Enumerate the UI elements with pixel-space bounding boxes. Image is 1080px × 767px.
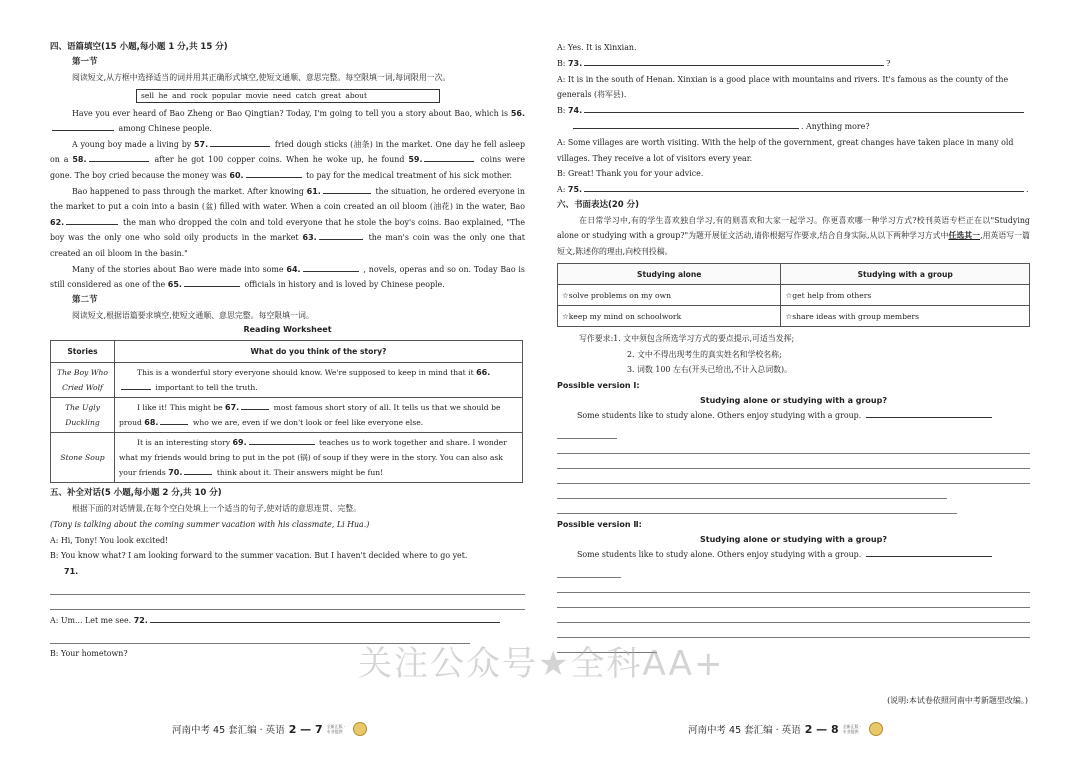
answer-blank-74[interactable] [584,103,1024,113]
footer-title: 河南中考 45 套汇编 · 英语 [688,725,801,736]
answer-blank-72[interactable] [150,613,500,623]
dialogue-line: A: Yes. It is Xinxian. [557,43,637,52]
story-comment: It is an interesting story 69. teaches us to work together and share. I wonder what my friends would bring to put in the pot (锅) of soup if they were in the story. You can also ask your friends 70. think about it. Their answers might be fun! [115,433,523,483]
essay-start-line: Some students like to study alone. Others enjoy studying with a group. [557,408,1030,424]
dialogue-line: . Anything more? [557,119,1030,135]
dialogue-line: A: 75. . [557,182,1030,198]
answer-blank-64[interactable] [303,262,359,272]
option-point: ☆keep my mind on schoolwork [558,306,781,327]
footer-small-text: 全新正版 · 专业提供 [842,724,862,734]
dialogue-line: A: Um... Let me see. 72. [50,613,525,629]
essay-start-line: Some students like to study alone. Others enjoy studying with a group. [557,547,1030,563]
blank-number: 56. [510,108,525,118]
writing-line[interactable] [557,424,617,439]
answer-line-71b[interactable] [50,595,525,610]
answer-blank-65[interactable] [184,277,240,287]
passage-paragraph-1: Have you ever heard of Bao Zheng or Bao Qingtian? Today, I'm going to tell you a story about Bao, which is 56. among Chinese people. [50,106,525,137]
possible-version-1-label: Possible version Ⅰ: [557,380,640,390]
part-2-title: 第二节 [72,294,98,305]
dialogue-line: A: Hi, Tony! You look excited! [50,535,169,545]
section-5-instructions: 根据下面的对话情景,在每个空白处填上一个适当的句子,使对话的意思连贯、完整。 [72,504,362,514]
story-name: The Ugly Duckling [51,398,115,433]
part-1-title: 第一节 [72,57,98,67]
answer-blank-73[interactable] [584,56,884,66]
dialogue-context: (Tony is talking about the coming summer vacation with his classmate, Li Hua.) [50,519,370,529]
dialogue-line: B: 74. [557,103,1030,119]
section-6-prompt: 在日常学习中,有的学生喜欢独自学习,有的则喜欢和大家一起学习。你更喜欢哪一种学习方式?校刊英语专栏正在以"Studying alone or studying with a group?"为题开展征文活动,请你根据写作要求,结合自身实际,从以下两种学习方式中任选其一,用英语写一篇短文,陈述你的理由,向校刊投稿。 [557,215,1030,256]
writing-line[interactable] [557,578,1030,593]
watermark-text: 关注公众号★全科AA+ [358,644,725,684]
table-row [558,306,1030,327]
story-name: The Boy Who Cried Wolf [51,363,115,398]
dialogue-line: A: Some villages are worth visiting. With the help of the government, great changes have taken place in many old villages. They receive a lot of visitors every year. [557,137,1014,163]
answer-blank-67[interactable] [241,400,269,410]
story-name: Stone Soup [51,433,115,483]
option-point: ☆get help from others [781,285,1030,306]
passage-paragraph-2: A young boy made a living by 57. fried dough sticks (油条) in the market. One day he fell asleep on a 58. after he got 100 copper coins. When he woke up, he found 59. coins were gone. The boy cried because the money was 60. to pay for the medical treatment of his sick mother. [50,137,525,184]
answer-blank-75[interactable] [584,182,1024,192]
part-1-instructions: 阅读短文,从方框中选择适当的词并用其正确形式填空,使短文通顺、意思完整。每空限填一词,每词限用一次。 [72,73,451,82]
answer-blank-57[interactable] [210,137,270,147]
writing-requirement: 写作要求:1. 文中须包含所选学习方式的要点提示,可适当发挥; [579,334,795,344]
essay-blank[interactable] [866,408,992,418]
writing-line[interactable] [557,499,957,514]
answer-line-71[interactable] [50,580,525,595]
answer-blank-70[interactable] [184,465,212,475]
learning-options-table [557,263,1030,327]
table-row [51,398,523,433]
page-number: 2 — 7 [288,722,323,736]
word-box: sell he and rock popular movie need catch great about [136,89,440,103]
essay-title: Studying alone or studying with a group? [700,395,887,405]
answer-blank-59[interactable] [424,152,474,162]
answer-blank-62[interactable] [66,215,118,225]
writing-line[interactable] [557,484,947,499]
right-column [557,40,1030,653]
dialogue-line: A: It is in the south of Henan. Xinxian is a good place with mountains and rivers. It's famous as the county of the generals (将军县). [557,74,1009,100]
answer-blank-58[interactable] [89,152,149,162]
answer-blank-61[interactable] [323,184,371,194]
left-column [50,40,525,661]
table-row [558,285,1030,306]
answer-blank-56[interactable] [52,121,114,131]
answer-blank-74b[interactable] [573,119,799,129]
passage-paragraph-3: Bao happened to pass through the market. After knowing 61. the situation, he ordered everyone in the market to put a coin into a basin (盆) filled with water. When a coin created an oil bloom (油花) in the water, Bao 62. the man who dropped the coin and told everyone that he stole the boy's coins. Bao explained, "The boy was the only one who sold oily products in the market 63. the man's coin was the only one that created an oil bloom in the basin." [50,184,525,262]
section-4-title: 四、语篇填空(15 小题,每小题 1 分,共 15 分) [50,42,228,52]
option-point: ☆solve problems on my own [558,285,781,306]
footer-small-text: 全新正版 · 专业提供 [326,724,346,734]
page-number: 2 — 8 [804,722,839,736]
dialogue-line: B: 73. ? [557,56,1030,72]
option-point: ☆share ideas with group members [781,306,1030,327]
worksheet-header-stories: Stories [51,341,115,363]
publisher-logo-icon [869,722,883,736]
answer-blank-60[interactable] [246,168,302,178]
table-row [51,363,523,398]
essay-blank[interactable] [866,547,992,557]
story-comment: This is a wonderful story everyone should know. We're supposed to keep in mind that it 66. important to tell the truth. [115,363,523,398]
dialogue-line: B: Great! Thank you for your advice. [557,169,704,179]
answer-blank-69[interactable] [249,435,315,445]
writing-line[interactable] [557,563,621,578]
adaptation-note: (说明:本试卷依照河南中考新题型改编。) [887,696,1028,705]
answer-blank-68[interactable] [160,415,188,425]
right-footer [688,722,883,736]
passage-paragraph-4: Many of the stories about Bao were made into some 64. , novels, operas and so on. Today Bao is still considered as one of the 65. officials in history and is loved by Chinese people. [50,262,525,293]
part-2-instructions: 阅读短文,根据语篇要求填空,使短文通顺、意思完整。每空限填一词。 [72,310,314,320]
blank-label-71: 71. [64,567,79,577]
dialogue-line: B: Your hometown? [50,648,128,658]
section-6-title: 六、书面表达(20 分) [557,199,640,210]
writing-line[interactable] [557,454,1030,469]
footer-title: 河南中考 45 套汇编 · 英语 [172,725,285,736]
dialogue-line: B: You know what? I am looking forward to the summer vacation. But I haven't decided where to go yet. [50,551,468,561]
writing-line[interactable] [557,469,1030,484]
writing-line[interactable] [557,439,1030,454]
writing-requirement: 2. 文中不得出现考生的真实姓名和学校名称; [627,349,782,359]
writing-line[interactable] [557,593,1030,608]
worksheet-header-opinion: What do you think of the story? [115,341,523,363]
story-comment: I like it! This might be 67. most famous short story of all. It tells us that we should be proud 68. who we are, even if we don't look or feel like everyone else. [115,398,523,433]
section-5-title: 五、补全对话(5 小题,每小题 2 分,共 10 分) [50,488,222,499]
answer-blank-63[interactable] [319,230,363,240]
publisher-logo-icon [353,722,367,736]
worksheet-title: Reading Worksheet [243,325,332,335]
reading-worksheet-table [50,340,523,483]
option-header-alone: Studying alone [558,264,781,285]
left-footer [172,722,367,736]
writing-line[interactable] [557,608,1030,623]
possible-version-2-label: Possible version Ⅱ: [557,519,642,529]
option-header-group: Studying with a group [781,264,1030,285]
writing-requirement: 3. 词数 100 左右(开头已给出,不计入总词数)。 [627,365,793,375]
essay-title: Studying alone or studying with a group? [700,534,887,544]
answer-blank-66[interactable] [121,380,151,390]
table-row [51,433,523,483]
